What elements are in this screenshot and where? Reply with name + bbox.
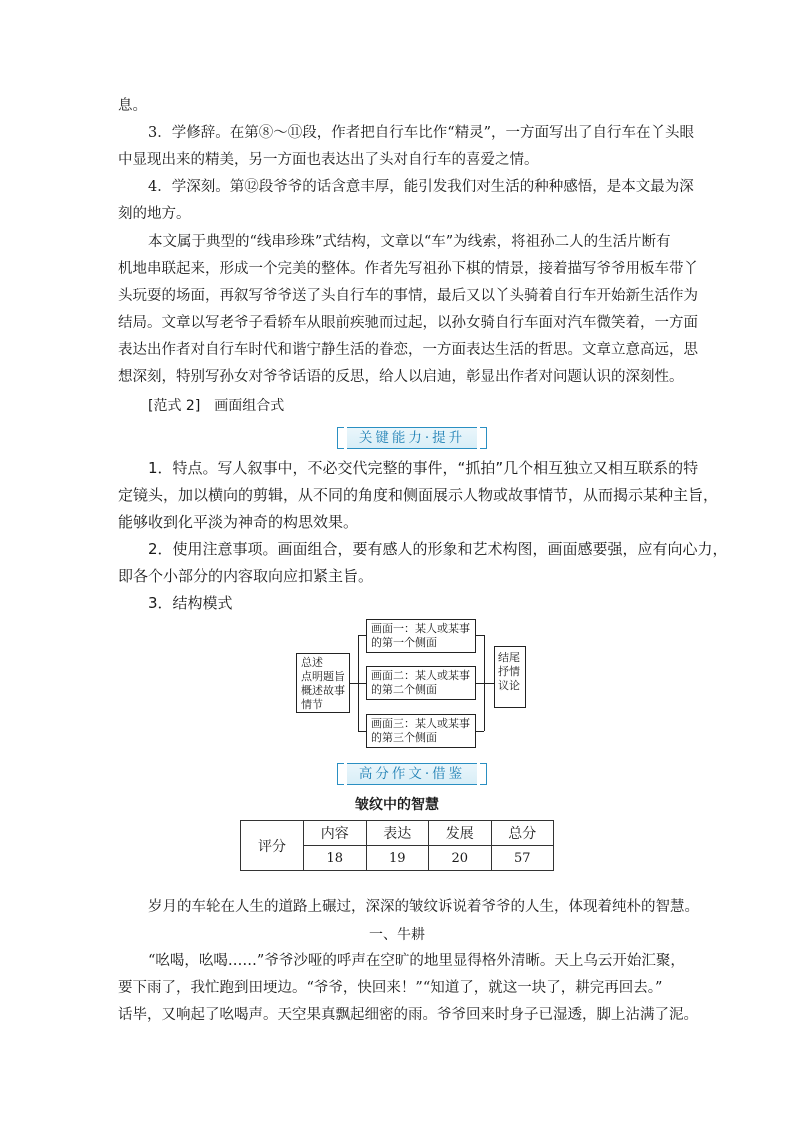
score-header: 表达 — [366, 821, 429, 846]
diagram-text: 画面三：某人或某事 — [371, 717, 470, 730]
diagram-text: 情节 — [301, 698, 323, 711]
text-line: 机地串联起来，形成一个完美的整体。作者先写祖孙下棋的情景，接着描写爷爷用板车带丫 — [118, 261, 698, 277]
text-line: 结局。文章以写老爷子看轿车从眼前疾驰而过起，以孙女骑自行车面对汽车微笑着，一方面 — [118, 315, 698, 331]
diagram-scene-three-box — [366, 714, 476, 748]
diagram-conclusion-box — [494, 646, 526, 708]
score-label: 评分 — [241, 821, 304, 871]
text-line: 表达出作者对自行车时代和谐宁静生活的眷恋，一方面表达生活的哲思。文章立意高远，思 — [118, 342, 698, 358]
diagram-scene-one-box — [366, 619, 476, 653]
text-line: 3．结构模式 — [148, 594, 233, 612]
score-value: 18 — [304, 846, 367, 871]
diagram-text: 结尾 — [498, 651, 520, 664]
diagram-intro-box — [296, 653, 350, 713]
text-line: 即各个小部分的内容取向应扣紧主旨。 — [118, 567, 374, 585]
text-line: 刻的地方。 — [118, 206, 191, 222]
essay-title: 皱纹中的智慧 — [355, 797, 439, 813]
diagram-text: 抒情 — [498, 665, 520, 678]
score-header: 内容 — [304, 821, 367, 846]
text-line: 2．使用注意事项。画面组合，要有感人的形象和艺术构图，画面感要强，应有向心力， — [148, 540, 728, 558]
text-line: “吆喝，吆喝……”爷爷沙哑的呼声在空旷的地里显得格外清晰。天上乌云开始汇聚， — [148, 953, 685, 969]
text-line: 3．学修辞。在第⑧～⑪段，作者把自行车比作“精灵”，一方面写出了自行车在丫头眼 — [148, 125, 695, 141]
score-header: 总分 — [491, 821, 554, 846]
text-line: 要下雨了，我忙跑到田埂边。“爷爷，快回来！”“知道了，就这一块了，耕完再回去。” — [118, 980, 663, 996]
score-table — [240, 820, 554, 871]
score-header: 发展 — [429, 821, 492, 846]
diagram-scene-two-box — [366, 666, 476, 700]
diagram-text: 总述 — [301, 656, 323, 669]
text-line: 中显现出来的精美，另一方面也表达出了头对自行车的喜爱之情。 — [118, 152, 539, 168]
diagram-text: 画面二：某人或某事 — [371, 669, 470, 682]
diagram-text: 画面一：某人或某事 — [371, 622, 470, 635]
text-line: 岁月的车轮在人生的道路上碾过，深深的皱纹诉说着爷爷的人生，体现着纯朴的智慧。 — [148, 899, 699, 915]
text-line: 能够收到化平淡为神奇的构思效果。 — [118, 513, 359, 531]
score-value: 57 — [491, 846, 554, 871]
text-line: 本文属于典型的“线串珍珠”式结构，文章以“车”为线索，将祖孙二人的生活片断有 — [148, 234, 671, 250]
score-value: 19 — [366, 846, 429, 871]
diagram-text: 概述故事 — [301, 684, 345, 697]
text-line: 话毕，又响起了吆喝声。天空果真飘起细密的雨。爷爷回来时身子已湿透，脚上沾满了泥。 — [118, 1007, 698, 1023]
section-label: [范式 2] 画面组合式 — [148, 398, 285, 414]
diagram-text: 点明题旨 — [301, 670, 345, 683]
banner-high-score: 高分作文·借鉴 — [347, 763, 477, 785]
essay-subheading: 一、牛耕 — [369, 927, 425, 943]
text-line: 头玩耍的场面，再叙写爷爷送了头自行车的事情，最后又以丫头骑着自行车开始新生活作为 — [118, 288, 698, 304]
score-value: 20 — [429, 846, 492, 871]
text-line: 定镜头，加以横向的剪辑，从不同的角度和侧面展示人物或故事情节，从而揭示某种主旨， — [118, 486, 719, 504]
text-line: 想深刻，特别写孙女对爷爷话语的反思，给人以启迪，彰显出作者对问题认识的深刻性。 — [118, 369, 684, 385]
diagram-text: 的第一个侧面 — [371, 636, 437, 649]
text-line: 1．特点。写人叙事中，不必交代完整的事件，“抓拍”几个相互独立又相互联系的特 — [148, 459, 699, 477]
text-line: 息。 — [118, 98, 147, 114]
diagram-text: 的第二个侧面 — [371, 683, 437, 696]
diagram-text: 的第三个侧面 — [371, 731, 437, 744]
banner-key-ability: 关键能力·提升 — [347, 427, 477, 449]
diagram-text: 议论 — [498, 679, 520, 692]
text-line: 4．学深刻。第⑫段爷爷的话含意丰厚，能引发我们对生活的种种感悟，是本文最为深 — [148, 179, 694, 195]
